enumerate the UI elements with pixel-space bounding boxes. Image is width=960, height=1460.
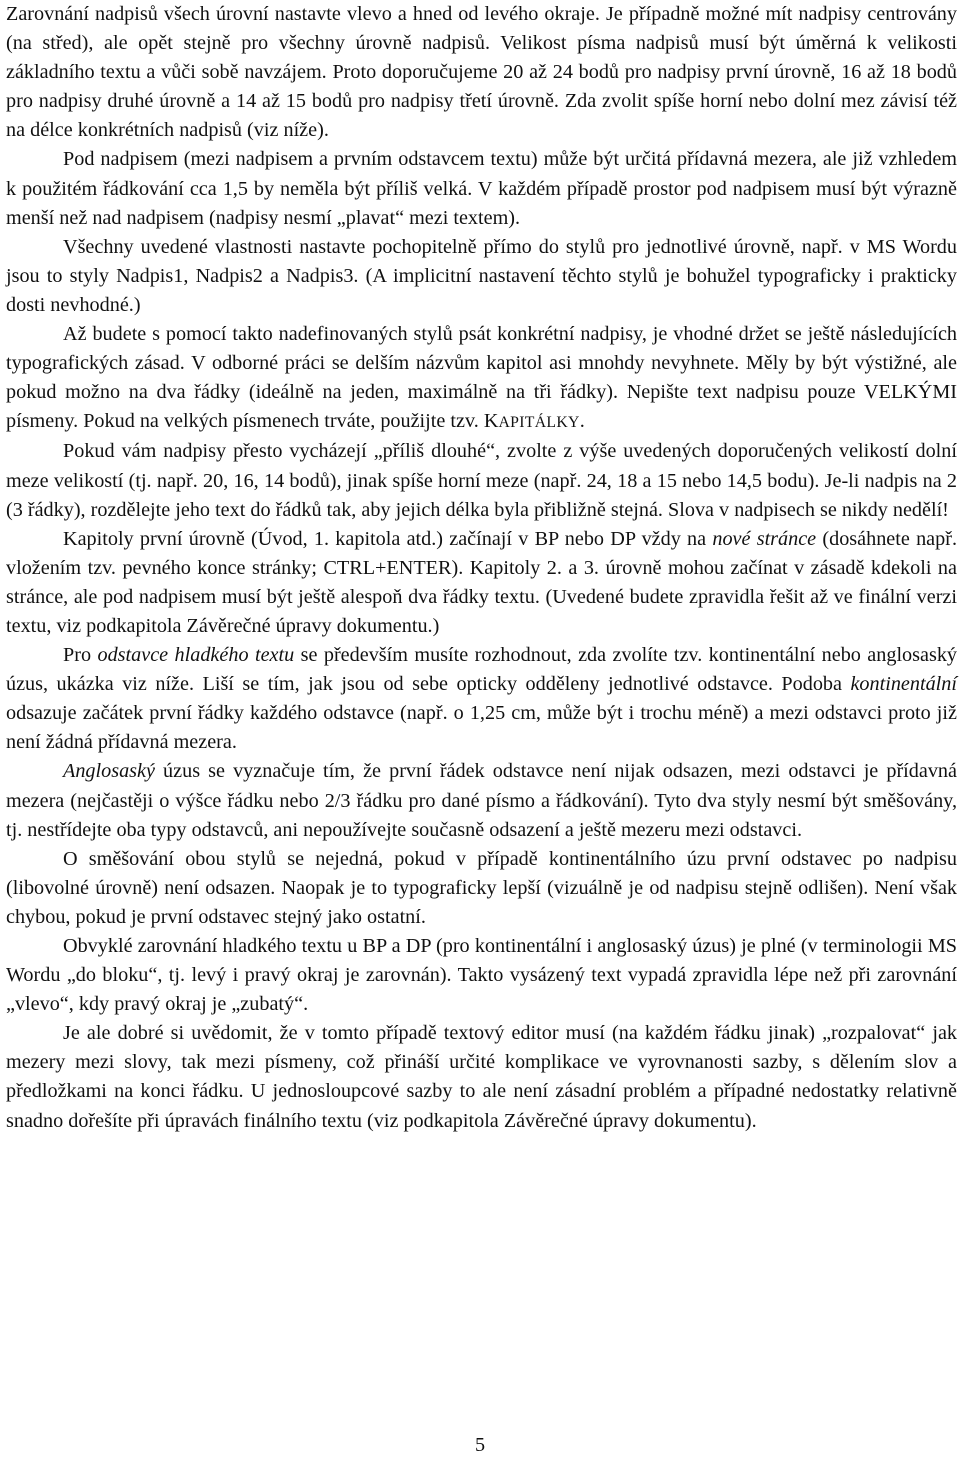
text-run: Obvyklé zarovnání hladkého textu u BP a DP (pro kontinentální i anglosaský úzus) je plné (v terminologii MS Wordu „do bloku“, tj. levý i pravý okraj je zarovnán). Takto vysázený text vypadá zpravidla lépe než při zarovnání „vlevo“, kdy pravý okraj je „zubatý“. — [6, 935, 957, 1016]
text-run: úzus se vyznačuje tím, že první řádek odstavce není nijak odsazen, mezi odstavci je přídavná mezera (nejčastěji o výšce řádku nebo 2/3 řádku pro dané písmo a řádkování). Tyto dva styly nesmí být směšovány, tj. nestřídejte oba typy odstavců, ani nepoužívejte současně odsazení a ještě mezeru mezi odstavci. — [6, 760, 957, 841]
italic-run: Anglosaský — [63, 760, 155, 783]
text-run: Je ale dobré si uvědomit, že v tomto případě textový editor musí (na každém řádku jinak) „rozpalovat“ jak mezery mezi slovy, tak mezi písmeny, což přináší určité komplikace ve vyrovnanosti sazby, s dělením slov a předložkami na konci řádku. U jednosloupcové sazby to ale není zásadní problém a případné nedostatky relativně snadno dořešíte při úpravách finálního textu (viz podkapitola Závěrečné úpravy dokumentu). — [6, 1022, 957, 1132]
page-number: 5 — [474, 1434, 486, 1456]
paragraph — [6, 1019, 957, 1135]
text-run: K — [483, 410, 499, 433]
text-run: Pokud vám nadpisy přesto vycházejí „příliš dlouhé“, zvolte z výše uvedených doporučených velikostí dolní meze velikostí (tj. např. 20, 16, 14 bodů), jinak spíše horní meze (např. 24, 18 a 15 nebo 14,5 bodu). Je-li nadpis na 2 (3 řádky), rozdělejte jeho text do řádků tak, aby jejich délka byla přibližně stejná. Slova v nadpisech se nikdy nedělí! — [6, 440, 957, 521]
paragraph — [6, 932, 957, 1019]
paragraph — [6, 641, 957, 757]
paragraph — [6, 757, 957, 844]
text-run: Kapitoly první úrovně (Úvod, 1. kapitola atd.) začínají v BP nebo DP vždy na — [63, 527, 713, 550]
text-run: (dosáhnete např. vložením tzv. pevného konce stránky; CTRL+ENTER). Kapitoly 2. a 3. úrovně mohou začínat v zásadě kdekoli na stránce, ale pod nadpisem musí být ještě alespoň dva řádky textu. (Uvedené budete zpravidla řešit až ve finální verzi textu, viz podkapitola Závěrečné úpravy dokumentu.) — [6, 527, 957, 637]
paragraph — [6, 845, 957, 932]
text-run: Pod nadpisem (mezi nadpisem a prvním odstavcem textu) může být určitá přídavná mezera, ale již vzhledem k použitém řádkování cca 1,5 by neměla být příliš velká. V každém případě prostor pod nadpisem musí být výrazně menší než nad nadpisem (nadpisy nesmí „plavat“ mezi textem). — [6, 148, 957, 229]
body-text — [6, 0, 957, 1136]
text-run: Pro — [63, 644, 98, 667]
small-caps-run: APITÁLKY — [498, 414, 580, 432]
paragraph — [6, 525, 957, 641]
italic-run: nové stránce — [712, 527, 817, 550]
paragraph — [6, 320, 957, 437]
paragraph — [6, 0, 957, 145]
text-run: Zarovnání nadpisů všech úrovní nastavte vlevo a hned od levého okraje. Je případně možné mít nadpisy centrovány (na střed), ale opět stejně pro všechny úrovně nadpisů. Velikost písma nadpisů musí být úměrná k velikosti základního textu a vůči sobě navzájem. Proto doporučujeme 20 až 24 bodů pro nadpisy první úrovně, 16 až 18 bodů pro nadpisy druhé úrovně a 14 až 15 bodů pro nadpisy třetí úrovně. Zda zvolit spíše horní nebo dolní mez závisí též na délce konkrétních nadpisů (viz níže). — [6, 3, 957, 142]
document-page — [6, 0, 957, 1136]
paragraph — [6, 145, 957, 232]
paragraph — [6, 437, 957, 524]
text-run: O směšování obou stylů se nejedná, pokud v případě kontinentálního úzu první odstavec po nadpisu (libovolné úrovně) není odsazen. Naopak je to typograficky lepší (vizuálně je od nadpisu stejně odlišen). Není však chybou, pokud je první odstavec stejný jako ostatní. — [6, 847, 957, 928]
italic-run: kontinentální — [850, 673, 957, 696]
text-run: odsazuje začátek první řádky každého odstavce (např. o 1,25 cm, může být i trochu méně) a mezi odstavci proto již není žádná přídavná mezera. — [6, 702, 957, 754]
paragraph — [6, 233, 957, 320]
text-run: . — [579, 410, 585, 433]
text-run: Až budete s pomocí takto nadefinovaných stylů psát konkrétní nadpisy, je vhodné držet se ještě následujících typografických zásad. V odborné práci se delším názvům kapitol asi mnohdy nevyhnete. Měly by být výstižné, ale pokud možno na dva řádky (ideálně na jeden, maximálně na tři řádky). Nepište text nadpisu pouze VELKÝMI písmeny. Pokud na velkých písmenech trváte, použijte tzv. — [6, 323, 957, 433]
text-run: Všechny uvedené vlastnosti nastavte pochopitelně přímo do stylů pro jednotlivé úrovně, např. v MS Wordu jsou to styly Nadpis1, Nadpis2 a Nadpis3. (A implicitní nastavení těchto stylů je bohužel typograficky i prakticky dosti nevhodné.) — [6, 235, 957, 316]
italic-run: odstavce hladkého textu — [97, 644, 295, 667]
text-run: se především musíte rozhodnout, zda zvolíte tzv. kontinentální nebo anglosaský úzus, ukázka viz níže. Liší se tím, jak jsou od sebe opticky odděleny jednotlivé odstavce. Podoba — [6, 644, 958, 696]
